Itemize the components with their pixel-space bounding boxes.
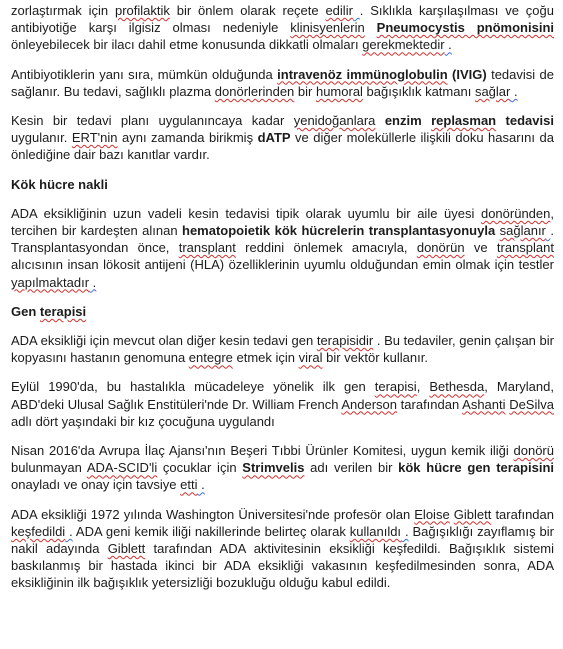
spellcheck-flagged-text: intravenöz immünoglobulin	[277, 66, 448, 82]
text-run: , Maryland, ABD'deki Ulusal Sağlık Enstitüleri'nde Dr. William French	[11, 379, 554, 412]
text-run: bir	[294, 83, 316, 99]
spellcheck-flagged-text: entegre	[188, 350, 233, 366]
spellcheck-flagged-text: replasman	[431, 113, 497, 129]
text-run: etmek için	[232, 350, 299, 366]
spellcheck-flagged-text: sağlar	[474, 83, 511, 99]
text-run: adı verilen bir	[304, 460, 399, 476]
text-run: Eylül 1990'da, bu hastalıkla mücadeleye yönelik ilk gen	[11, 379, 375, 395]
spellcheck-flagged-text: .	[510, 83, 518, 99]
text-run	[365, 20, 377, 35]
spellcheck-flagged-text: sağlanır	[499, 223, 546, 239]
text-run: tedavisi de sağlanır. Bu tedavi, sağlıklı plazma	[11, 66, 555, 99]
spellcheck-flagged-text: DeSilva	[509, 396, 554, 412]
spellcheck-flagged-text: .	[444, 37, 452, 53]
spellcheck-flagged-text: Strimvelis	[242, 460, 305, 476]
text-run: Kesin bir tedavi planı uygulanıncaya kadar	[11, 113, 294, 129]
text-run: ADA eksikliği için mevcut olan diğer kesin tedavi gen	[11, 333, 317, 349]
text-run: tarafından	[491, 506, 554, 522]
text-run: çocuklar için	[157, 460, 243, 476]
spellcheck-flagged-text: terapisi	[374, 379, 417, 395]
spellcheck-flagged-text: .	[401, 523, 409, 539]
spellcheck-flagged-text: yenidoğanlara	[293, 113, 376, 129]
paragraph-strimvelis	[11, 442, 554, 494]
spellcheck-flagged-text: donörü	[513, 443, 554, 459]
paragraph-stem-cell-transplant	[11, 205, 554, 291]
text-run: Bağışıklığı zayıflamış bir nakil adayında	[11, 523, 554, 557]
heading-gene-therapy	[11, 303, 554, 320]
text-run: reddini önlemek amacıyla,	[235, 240, 417, 256]
spellcheck-flagged-text: transplant	[178, 240, 236, 256]
text-run: Gen	[11, 303, 40, 319]
text-run: ADA geni kemik iliği nakillerinde belirteç olarak	[72, 523, 350, 539]
spellcheck-flagged-text: terapisidir	[316, 333, 374, 349]
text-run: dATP	[257, 130, 291, 146]
text-run: bir önlem olarak reçete	[169, 3, 326, 18]
spellcheck-flagged-text: terapisi	[39, 303, 87, 319]
text-run: adlı dört yaşındaki bir kız çocuğuna uygulandı	[11, 413, 275, 429]
text-run: ADA eksikliği 1972 yılında Washington Üniversitesi'nde profesör olan	[11, 506, 415, 522]
spellcheck-flagged-text: .	[89, 274, 97, 290]
text-run: hematopoietik kök hücrelerin transplantasyonuyla	[182, 223, 496, 239]
text-run: . Bu tedaviler, genin çalışan bir kopyasını hastanın genomuna	[11, 333, 554, 366]
text-run: bulunmayan	[11, 460, 87, 476]
text-run: zorlaştırmak için	[11, 3, 115, 18]
text-run: bir vektör kullanır.	[322, 350, 428, 366]
spellcheck-flagged-text: Bethesda	[429, 379, 485, 395]
spellcheck-flagged-text: Giblett	[107, 541, 146, 557]
paragraph-ada-discovery	[11, 506, 554, 592]
paragraph-ivig	[11, 66, 554, 100]
spellcheck-flagged-text: Giblett	[453, 506, 492, 522]
spellcheck-flagged-text: Eloise	[414, 506, 450, 522]
spellcheck-flagged-text: ADA-SCID'li	[86, 460, 158, 476]
spellcheck-flagged-text: .	[65, 523, 73, 539]
text-run: ve diğer moleküllerle ilişkili doku hasarını da önlediğine dair bazı kanıtlar vardır.	[11, 130, 554, 163]
text-run: ADA eksikliğinin uzun vadeli kesin tedavisi tipik olarak uyumlu bir aile üyesi	[11, 205, 481, 221]
text-run: aynı zamanda birikmiş	[117, 130, 258, 146]
text-run: ve	[464, 240, 497, 256]
spellcheck-flagged-text: profilaktik	[114, 3, 170, 18]
spellcheck-flagged-text: .	[197, 477, 205, 493]
text-run: (IVIG)	[447, 66, 487, 82]
spellcheck-flagged-text	[353, 3, 360, 18]
text-run: , tercihen bir kardeşten alınan	[11, 205, 554, 239]
spellcheck-flagged-text: viral	[298, 350, 323, 366]
text-run: enzim	[384, 113, 432, 129]
heading-stem-cell-transplant: Kök hücre nakli	[11, 176, 108, 192]
spellcheck-flagged-text: ERT'nin	[71, 130, 118, 146]
spellcheck-flagged-text: humoral	[315, 83, 363, 99]
spellcheck-flagged-text: gerekmektedir	[362, 37, 445, 53]
spellcheck-flagged-text: donörün	[416, 240, 465, 256]
text-run: onayladı ve onay için tavsiye	[11, 477, 181, 493]
spellcheck-flagged-text: Ashanti	[462, 396, 506, 412]
spellcheck-flagged-text: transplant	[496, 240, 554, 256]
text-run: tarafından	[397, 396, 463, 412]
text-run: . Sıklıkla karşılaşılması ve çoğu antibiyotiğe karşı ilgisiz olması nedeniyle	[11, 3, 554, 36]
spellcheck-flagged-text: etti	[180, 477, 198, 493]
spellcheck-flagged-text: keşfedildi	[11, 523, 66, 539]
paragraph-gene-therapy-vector	[11, 332, 554, 366]
spellcheck-flagged-text: edilir	[325, 3, 353, 18]
text-run: alıcısının insan lökosit antijeni (HLA) özelliklerinin uyumlu olduğundan emin olmak için testler	[11, 257, 554, 273]
text-run: tarafından ADA aktivitesinin eksikliği keşfedildi. Bağışıklık sistemi baskılanmış bir hastada ikinci bir ADA eksikliği vakasının keşfedilmesinden sonra, ADA eksikliğinin ilk bağışıklık yetersizliği bozukluğu olduğu kabul edildi.	[11, 541, 554, 591]
spellcheck-flagged-text: klinisyenlerin	[290, 20, 365, 36]
text-run: uygulanır.	[11, 130, 72, 146]
text-run: . Transplantasyondan önce,	[11, 223, 554, 256]
text-run: kök hücre gen terapisini	[398, 460, 555, 476]
text-run	[375, 113, 384, 128]
text-run: tedavisi	[496, 113, 554, 129]
spellcheck-flagged-text: Pneumocystis pnömonisini	[376, 20, 554, 36]
spellcheck-flagged-text: yapılmaktadır	[11, 274, 90, 290]
text-run: bağışıklık katmanı	[362, 83, 475, 99]
paragraph-prophylaxis	[11, 2, 554, 54]
text-run: ,	[416, 379, 430, 395]
text-run: Nisan 2016'da Avrupa İlaç Ajansı'nın Beşeri Tıbbi Ürünler Komitesi, uygun kemik iliği	[11, 443, 514, 459]
spellcheck-flagged-text: donöründen	[480, 205, 551, 221]
text-run: önleyebilecek bir ilacı dahil etme konusunda dikkatli olmaları	[11, 37, 363, 53]
paragraph-enzyme-replacement	[11, 112, 554, 164]
spellcheck-flagged-text: donörlerinden	[214, 83, 295, 99]
spellcheck-flagged-text: Anderson	[341, 396, 398, 412]
spellcheck-flagged-text: kullanıldı	[349, 523, 402, 539]
text-run: Antibiyotiklerin yanı sıra, mümkün olduğunda	[11, 66, 278, 82]
paragraph-gene-therapy-1990	[11, 378, 554, 430]
